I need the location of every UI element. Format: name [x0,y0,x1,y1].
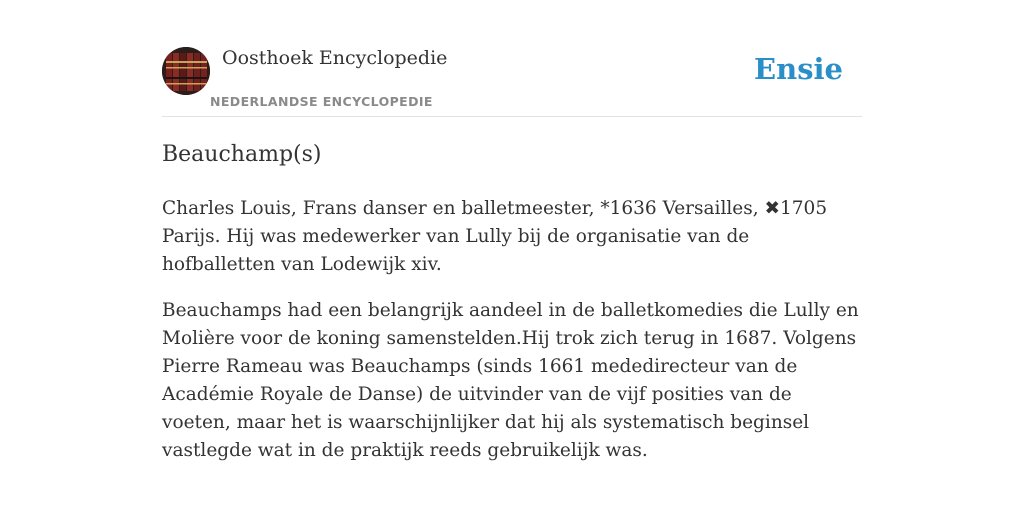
article [162,139,862,483]
encyclopedia-books-icon[interactable] [162,47,210,95]
site-header [162,46,862,117]
site-subtitle: NEDERLANDSE ENCYCLOPEDIE [210,94,433,109]
brand-logo-link[interactable]: Ensie [754,52,843,86]
article-paragraph: Charles Louis, Frans danser en balletmeester, *1636 Versailles, ✖1705 Parijs. Hij was medewerker van Lully bij de organisatie van de hofballetten van Lodewijk xiv. [162,198,828,275]
article-title: Beauchamp(s) [162,142,322,167]
article-paragraph: Beauchamps had een belangrijk aandeel in de balletkomedies die Lully en Molière voor de koning samenstelden.Hij trok zich terug in 1687. Volgens Pierre Rameau was Beauchamps (sinds 1661 mededirecteur van de Académie Royale de Danse) de uitvinder van de vijf posities van de voeten, maar het is waarschijnlijker dat hij als systematisch beginsel vastlegde wat in de praktijk reeds gebruikelijk was. [162,300,859,461]
site-title[interactable]: Oosthoek Encyclopedie [222,47,448,69]
